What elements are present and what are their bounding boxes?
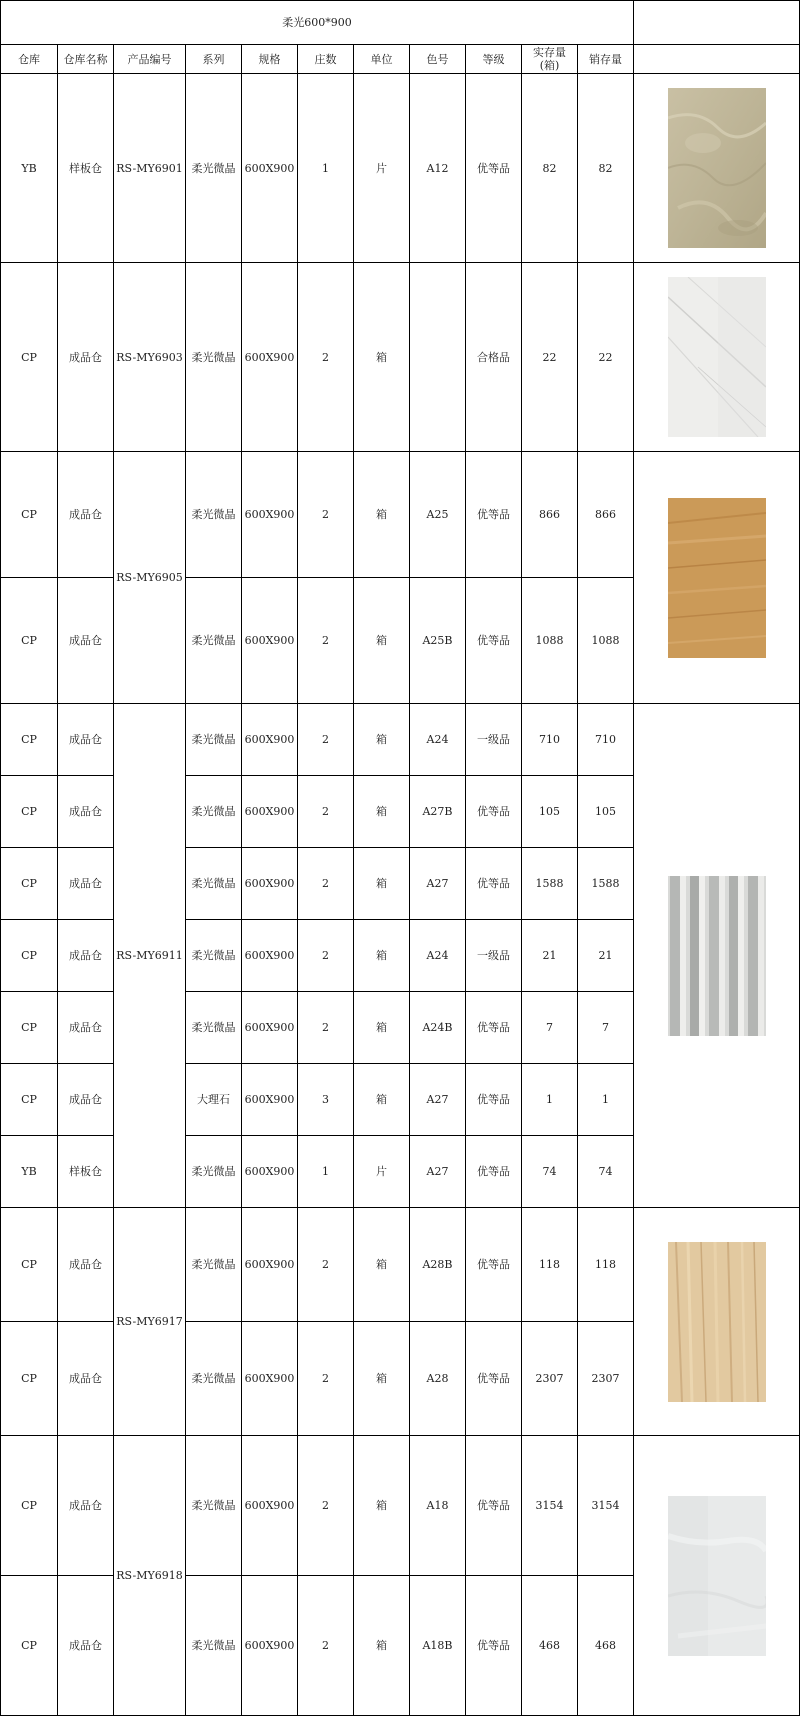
cell-color: A27 bbox=[410, 848, 466, 920]
cell-pieces: 2 bbox=[298, 704, 354, 776]
cell-unit: 片 bbox=[354, 1136, 410, 1208]
cell-product-code: RS-MY6905 bbox=[114, 452, 186, 704]
cell-stock: 74 bbox=[522, 1136, 578, 1208]
cell-sales: 118 bbox=[578, 1208, 634, 1322]
cell-series: 柔光微晶 bbox=[186, 1576, 242, 1716]
cell-unit: 箱 bbox=[354, 1208, 410, 1322]
cell-warehouse: CP bbox=[1, 848, 58, 920]
cell-series: 柔光微晶 bbox=[186, 452, 242, 578]
beige-marble-tile-image bbox=[668, 88, 766, 248]
cell-warehouse-name: 成品仓 bbox=[58, 263, 114, 452]
cell-warehouse: CP bbox=[1, 920, 58, 992]
cell-unit: 箱 bbox=[354, 578, 410, 704]
cell-color: A24B bbox=[410, 992, 466, 1064]
cell-color bbox=[410, 263, 466, 452]
table-row bbox=[1, 704, 800, 776]
cell-pieces: 2 bbox=[298, 1576, 354, 1716]
cell-warehouse: CP bbox=[1, 1322, 58, 1436]
cell-unit: 箱 bbox=[354, 776, 410, 848]
cell-grade: 优等品 bbox=[466, 992, 522, 1064]
cell-stock: 82 bbox=[522, 74, 578, 263]
cell-warehouse: CP bbox=[1, 1576, 58, 1716]
cell-series: 柔光微晶 bbox=[186, 263, 242, 452]
cell-grade: 优等品 bbox=[466, 1064, 522, 1136]
cell-spec: 600X900 bbox=[242, 704, 298, 776]
cell-color: A18B bbox=[410, 1576, 466, 1716]
cell-sales: 468 bbox=[578, 1576, 634, 1716]
cell-spec: 600X900 bbox=[242, 776, 298, 848]
header-color: 色号 bbox=[410, 45, 466, 74]
header-sales: 销存量 bbox=[578, 45, 634, 74]
sheet-title: 柔光600*900 bbox=[1, 1, 634, 45]
cell-pieces: 1 bbox=[298, 74, 354, 263]
cell-warehouse-name: 成品仓 bbox=[58, 704, 114, 776]
cell-warehouse-name: 成品仓 bbox=[58, 992, 114, 1064]
cell-series: 柔光微晶 bbox=[186, 1136, 242, 1208]
cell-warehouse-name: 样板仓 bbox=[58, 1136, 114, 1208]
cell-color: A27 bbox=[410, 1136, 466, 1208]
image-cell bbox=[634, 263, 800, 452]
cell-unit: 箱 bbox=[354, 992, 410, 1064]
cell-pieces: 1 bbox=[298, 1136, 354, 1208]
cell-warehouse-name: 成品仓 bbox=[58, 776, 114, 848]
cell-spec: 600X900 bbox=[242, 1064, 298, 1136]
cell-warehouse-name: 成品仓 bbox=[58, 452, 114, 578]
cell-grade: 优等品 bbox=[466, 74, 522, 263]
cell-color: A18 bbox=[410, 1436, 466, 1576]
header-series: 系列 bbox=[186, 45, 242, 74]
cell-unit: 箱 bbox=[354, 1322, 410, 1436]
cell-grade: 优等品 bbox=[466, 1322, 522, 1436]
cell-series: 柔光微晶 bbox=[186, 1208, 242, 1322]
cell-spec: 600X900 bbox=[242, 74, 298, 263]
table-row bbox=[1, 74, 800, 263]
cell-stock: 468 bbox=[522, 1576, 578, 1716]
cell-stock: 1 bbox=[522, 1064, 578, 1136]
cell-warehouse: CP bbox=[1, 452, 58, 578]
cell-sales: 74 bbox=[578, 1136, 634, 1208]
cell-grade: 一级品 bbox=[466, 704, 522, 776]
cell-series: 柔光微晶 bbox=[186, 1436, 242, 1576]
table-row bbox=[1, 452, 800, 578]
cell-unit: 箱 bbox=[354, 1576, 410, 1716]
cell-warehouse: YB bbox=[1, 1136, 58, 1208]
cell-grade: 一级品 bbox=[466, 920, 522, 992]
cell-unit: 箱 bbox=[354, 1436, 410, 1576]
cell-stock: 3154 bbox=[522, 1436, 578, 1576]
cell-warehouse-name: 成品仓 bbox=[58, 1208, 114, 1322]
cell-stock: 21 bbox=[522, 920, 578, 992]
grey-fluted-tile-image bbox=[668, 876, 766, 1036]
cell-spec: 600X900 bbox=[242, 848, 298, 920]
cell-warehouse: CP bbox=[1, 1436, 58, 1576]
cell-spec: 600X900 bbox=[242, 263, 298, 452]
cell-warehouse: CP bbox=[1, 704, 58, 776]
cell-warehouse-name: 成品仓 bbox=[58, 578, 114, 704]
cell-color: A12 bbox=[410, 74, 466, 263]
cell-unit: 箱 bbox=[354, 848, 410, 920]
cell-pieces: 2 bbox=[298, 263, 354, 452]
cell-series: 柔光微晶 bbox=[186, 704, 242, 776]
cell-stock: 710 bbox=[522, 704, 578, 776]
cell-warehouse: CP bbox=[1, 992, 58, 1064]
header-warehouse-name: 仓库名称 bbox=[58, 45, 114, 74]
cell-color: A27 bbox=[410, 1064, 466, 1136]
cell-pieces: 2 bbox=[298, 578, 354, 704]
cell-warehouse-name: 成品仓 bbox=[58, 1064, 114, 1136]
cell-warehouse: CP bbox=[1, 263, 58, 452]
header-spec: 规格 bbox=[242, 45, 298, 74]
cell-grade: 合格品 bbox=[466, 263, 522, 452]
header-product-code: 产品编号 bbox=[114, 45, 186, 74]
cell-spec: 600X900 bbox=[242, 1322, 298, 1436]
header-unit: 单位 bbox=[354, 45, 410, 74]
cell-sales: 1588 bbox=[578, 848, 634, 920]
cell-warehouse-name: 成品仓 bbox=[58, 1322, 114, 1436]
cell-sales: 710 bbox=[578, 704, 634, 776]
cell-unit: 箱 bbox=[354, 452, 410, 578]
cell-warehouse: CP bbox=[1, 1064, 58, 1136]
cell-stock: 866 bbox=[522, 452, 578, 578]
cell-unit: 箱 bbox=[354, 1064, 410, 1136]
cell-color: A24 bbox=[410, 920, 466, 992]
white-marble-tile-image bbox=[668, 277, 766, 437]
cell-spec: 600X900 bbox=[242, 1436, 298, 1576]
cell-grade: 优等品 bbox=[466, 1208, 522, 1322]
cell-spec: 600X900 bbox=[242, 1576, 298, 1716]
cell-product-code: RS-MY6917 bbox=[114, 1208, 186, 1436]
cell-color: A28 bbox=[410, 1322, 466, 1436]
cell-warehouse-name: 样板仓 bbox=[58, 74, 114, 263]
cell-unit: 片 bbox=[354, 74, 410, 263]
cell-grade: 优等品 bbox=[466, 578, 522, 704]
cell-warehouse-name: 成品仓 bbox=[58, 848, 114, 920]
cell-pieces: 2 bbox=[298, 1208, 354, 1322]
cell-sales: 22 bbox=[578, 263, 634, 452]
cell-color: A27B bbox=[410, 776, 466, 848]
cell-series: 柔光微晶 bbox=[186, 776, 242, 848]
cell-stock: 1088 bbox=[522, 578, 578, 704]
cream-travertine-tile-image bbox=[668, 1242, 766, 1402]
cell-color: A25B bbox=[410, 578, 466, 704]
cell-unit: 箱 bbox=[354, 920, 410, 992]
cell-sales: 866 bbox=[578, 452, 634, 578]
cell-series: 大理石 bbox=[186, 1064, 242, 1136]
cell-grade: 优等品 bbox=[466, 1576, 522, 1716]
cell-product-code: RS-MY6918 bbox=[114, 1436, 186, 1716]
cell-stock: 22 bbox=[522, 263, 578, 452]
header-stock bbox=[522, 45, 578, 74]
cell-sales: 1088 bbox=[578, 578, 634, 704]
header-stock-line2: (箱) bbox=[539, 59, 560, 72]
cell-product-code: RS-MY6903 bbox=[114, 263, 186, 452]
cell-unit: 箱 bbox=[354, 263, 410, 452]
header-stock-line1: 实存量 bbox=[533, 46, 566, 59]
cell-stock: 1588 bbox=[522, 848, 578, 920]
cell-pieces: 3 bbox=[298, 1064, 354, 1136]
cell-warehouse-name: 成品仓 bbox=[58, 920, 114, 992]
cell-warehouse-name: 成品仓 bbox=[58, 1576, 114, 1716]
image-cell bbox=[634, 74, 800, 263]
image-cell bbox=[634, 704, 800, 1208]
cell-spec: 600X900 bbox=[242, 578, 298, 704]
cell-unit: 箱 bbox=[354, 704, 410, 776]
cell-sales: 2307 bbox=[578, 1322, 634, 1436]
header-row bbox=[1, 45, 800, 74]
cell-product-code: RS-MY6901 bbox=[114, 74, 186, 263]
cell-pieces: 2 bbox=[298, 452, 354, 578]
image-cell bbox=[634, 452, 800, 704]
cell-series: 柔光微晶 bbox=[186, 848, 242, 920]
cell-sales: 21 bbox=[578, 920, 634, 992]
table-row bbox=[1, 263, 800, 452]
cell-stock: 2307 bbox=[522, 1322, 578, 1436]
cell-color: A28B bbox=[410, 1208, 466, 1322]
cell-spec: 600X900 bbox=[242, 452, 298, 578]
cell-grade: 优等品 bbox=[466, 1436, 522, 1576]
cell-pieces: 2 bbox=[298, 776, 354, 848]
header-image-cell bbox=[634, 45, 800, 74]
cell-pieces: 2 bbox=[298, 992, 354, 1064]
image-cell bbox=[634, 1208, 800, 1436]
cell-stock: 105 bbox=[522, 776, 578, 848]
cell-pieces: 2 bbox=[298, 1436, 354, 1576]
cell-warehouse: YB bbox=[1, 74, 58, 263]
cell-pieces: 2 bbox=[298, 1322, 354, 1436]
cell-spec: 600X900 bbox=[242, 1136, 298, 1208]
cell-pieces: 2 bbox=[298, 920, 354, 992]
cell-series: 柔光微晶 bbox=[186, 578, 242, 704]
cell-color: A25 bbox=[410, 452, 466, 578]
amber-travertine-tile-image bbox=[668, 498, 766, 658]
cell-warehouse-name: 成品仓 bbox=[58, 1436, 114, 1576]
header-pieces: 庄数 bbox=[298, 45, 354, 74]
cell-series: 柔光微晶 bbox=[186, 992, 242, 1064]
cell-grade: 优等品 bbox=[466, 848, 522, 920]
cell-spec: 600X900 bbox=[242, 1208, 298, 1322]
cell-spec: 600X900 bbox=[242, 920, 298, 992]
table-row bbox=[1, 1436, 800, 1576]
cell-warehouse: CP bbox=[1, 776, 58, 848]
cell-stock: 7 bbox=[522, 992, 578, 1064]
cell-pieces: 2 bbox=[298, 848, 354, 920]
cell-warehouse: CP bbox=[1, 578, 58, 704]
cell-spec: 600X900 bbox=[242, 992, 298, 1064]
cell-stock: 118 bbox=[522, 1208, 578, 1322]
cell-series: 柔光微晶 bbox=[186, 920, 242, 992]
image-cell bbox=[634, 1436, 800, 1716]
cell-sales: 105 bbox=[578, 776, 634, 848]
title-image-cell bbox=[634, 1, 800, 45]
cell-warehouse: CP bbox=[1, 1208, 58, 1322]
cell-sales: 1 bbox=[578, 1064, 634, 1136]
cell-color: A24 bbox=[410, 704, 466, 776]
pale-grey-marble-tile-image bbox=[668, 1496, 766, 1656]
cell-sales: 82 bbox=[578, 74, 634, 263]
cell-grade: 优等品 bbox=[466, 452, 522, 578]
cell-series: 柔光微晶 bbox=[186, 1322, 242, 1436]
cell-sales: 3154 bbox=[578, 1436, 634, 1576]
cell-sales: 7 bbox=[578, 992, 634, 1064]
cell-product-code: RS-MY6911 bbox=[114, 704, 186, 1208]
table-row bbox=[1, 1208, 800, 1322]
cell-series: 柔光微晶 bbox=[186, 74, 242, 263]
header-warehouse: 仓库 bbox=[1, 45, 58, 74]
header-grade: 等级 bbox=[466, 45, 522, 74]
cell-grade: 优等品 bbox=[466, 776, 522, 848]
cell-grade: 优等品 bbox=[466, 1136, 522, 1208]
